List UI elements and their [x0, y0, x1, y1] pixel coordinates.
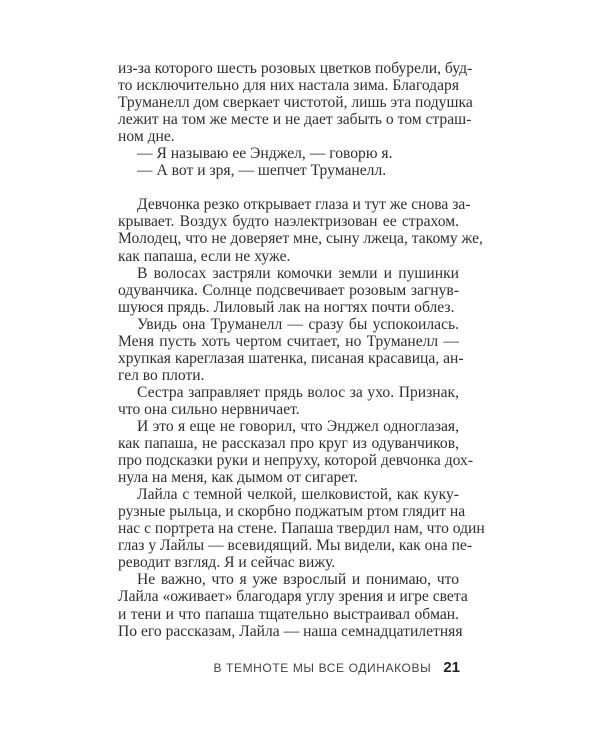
running-title: В ТЕМНОТЕ МЫ ВСЕ ОДИНАКОВЫ [213, 661, 432, 675]
paragraph [118, 145, 459, 162]
text-line: Молодец, что не доверяет мне, сыну лжеца, такому же, [118, 230, 483, 248]
text-line: хрупкая кареглазая шатенка, писаная красавица, ан- [118, 349, 464, 367]
paragraph [118, 417, 474, 487]
paragraph [118, 162, 459, 179]
text-line: Сестра заправляет прядь волос за ухо. Признак, [137, 383, 459, 401]
text-line: лежит на том же месте и не дает забыть о том страш- [118, 111, 472, 129]
text-line: — Я называю ее Энджел, — говорю я. [137, 145, 393, 163]
paragraph [118, 486, 485, 572]
text-line: ном дне. [118, 128, 175, 146]
paragraph [118, 571, 468, 640]
text-line: Девчонка резко открывает глаза и тут же снова за- [137, 196, 471, 214]
page-number: 21 [443, 659, 460, 676]
text-line: реводит взгляд. Я и сейчас вижу. [118, 554, 336, 572]
page-footer [214, 659, 461, 676]
paragraph [118, 60, 473, 146]
paragraph [118, 315, 464, 384]
text-line: крывает. Воздух будто наэлектризован ее страхом. [118, 213, 459, 231]
text-line: то исключительно для них настала зима. Благодаря [118, 77, 459, 95]
page-body-text [118, 60, 485, 640]
text-line: В волосах застряли комочки земли и пушинки [137, 264, 459, 282]
text-line: Меня пусть хоть чертом считает, но Труманелл — [118, 332, 459, 350]
text-line: шуюся прядь. Лиловый лак на ногтях почти облез. [118, 298, 455, 316]
text-line: Не важно, что я уже взрослый и понимаю, что [137, 571, 459, 589]
text-line: гел во плоти. [118, 366, 205, 384]
text-line: как папаша, если не хуже. [118, 247, 291, 265]
text-line: как папаша, не рассказал про круг из одуванчиков, [118, 435, 459, 453]
text-line: — А вот и зря, — шепчет Труманелл. [137, 162, 387, 180]
text-line: Труманелл дом сверкает чистотой, лишь эта подушка [118, 94, 473, 112]
text-line: нула на меня, как дымом от сигарет. [118, 469, 358, 487]
paragraph-gap [118, 179, 459, 196]
text-line: про подсказки руки и непруху, которой девчонка дох- [118, 452, 474, 470]
text-line: И это я еще не говорил, что Энджел одноглазая, [137, 417, 459, 435]
text-line: глаз у Лайлы — всевидящий. Мы видели, как она пе- [118, 537, 473, 555]
text-line: из-за которого шесть розовых цветков побурели, буд- [118, 60, 473, 77]
text-line: По его рассказам, Лайла — наша семнадцатилетняя [118, 622, 463, 640]
text-line: Лайла с темной челкой, шелковистой, как куку- [137, 486, 459, 504]
text-line: Увидь она Труманелл — сразу бы успокоилась. [137, 315, 459, 333]
paragraph [118, 196, 483, 265]
paragraph [118, 265, 459, 316]
text-line: Лайла «оживает» благодаря углу зрения и игре света [118, 588, 468, 606]
text-line: одуванчика. Солнце подсвечивает розовым загнув- [118, 281, 459, 299]
text-line: нас с портрета на стене. Папаша твердил нам, что один [118, 520, 485, 538]
paragraph [118, 384, 459, 418]
text-line: что она сильно нервничает. [118, 400, 300, 418]
text-line: рузные рыльца, и скорбно поджатым ртом глядит на [118, 503, 466, 521]
text-line: и тени и что папаша тщательно выстраивал обман. [118, 605, 459, 623]
